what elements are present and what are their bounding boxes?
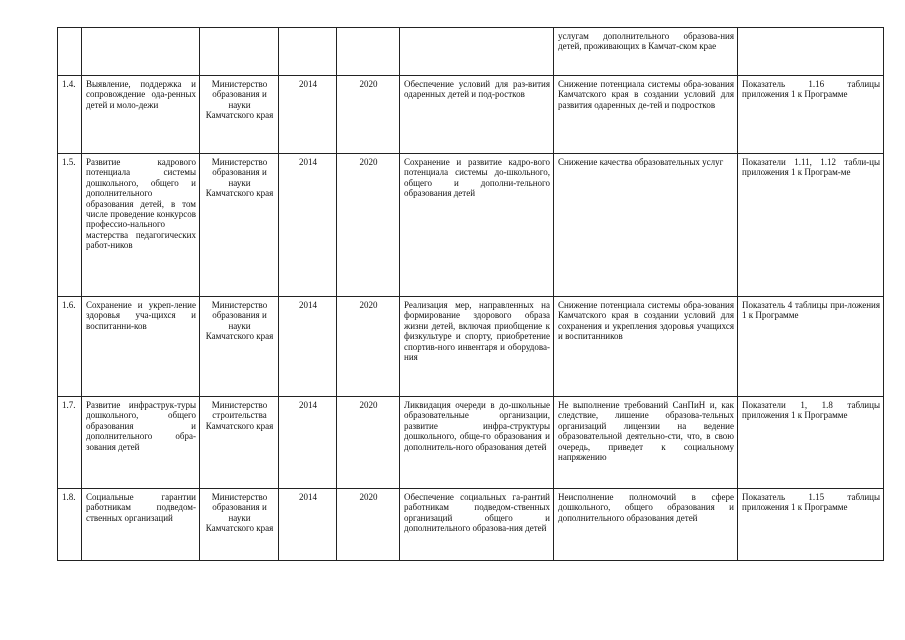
- measure-name: Выявление, поддержка и сопровождение ода-ренных детей и моло-дежи: [82, 76, 200, 154]
- start-year: 2014: [279, 297, 337, 397]
- program-measures-table: [57, 27, 884, 561]
- end-year: [337, 28, 400, 76]
- measure-name: Социальные гарантии работникам подведом-ственных организаций: [82, 489, 200, 561]
- consequences: Снижение потенциала системы обра-зования Камчатского края в создании условий для развития одаренных де-тей и подростков: [554, 76, 738, 154]
- row-number: [58, 28, 82, 76]
- row-number: 1.5.: [58, 154, 82, 297]
- consequences: услугам дополнительного образова-ния детей, проживающих в Камчат-ском крае: [554, 28, 738, 76]
- expected-result: Обеспечение социальных га-рантий работникам подведом-ственных организаций общего и дополнительного образова-ния детей: [400, 489, 554, 561]
- measure-name: [82, 28, 200, 76]
- start-year: 2014: [279, 397, 337, 489]
- end-year: 2020: [337, 297, 400, 397]
- indicator-link: Показатели 1.11, 1.12 табли-цы приложения 1 к Програм-ме: [738, 154, 884, 297]
- indicator-link: [738, 28, 884, 76]
- end-year: 2020: [337, 489, 400, 561]
- row-number: 1.7.: [58, 397, 82, 489]
- start-year: [279, 28, 337, 76]
- expected-result: Сохранение и развитие кадро-вого потенциала системы до-школьного, общего и дополни-тельного образования детей: [400, 154, 554, 297]
- consequences: Не выполнение требований СанПиН и, как следствие, лишение образова-тельных организаций лицензии на ведение образовательной деятельно-сти, что, в свою очередь, приведет к социальному напряжению: [554, 397, 738, 489]
- consequences: Снижение качества образовательных услуг: [554, 154, 738, 297]
- measure-name: Развитие кадрового потенциала системы дошкольного, общего и дополнительного образования детей, в том числе проведение конкурсов профессио-нального мастерства педагогических работ-ников: [82, 154, 200, 297]
- measure-name: Развитие инфраструк-туры дошкольного, общего образования и дополнительного обра-зования детей: [82, 397, 200, 489]
- indicator-link: Показатель 1.16 таблицы приложения 1 к Программе: [738, 76, 884, 154]
- consequences: Неисполнение полномочий в сфере дошкольного, общего образования и дополнительного образования детей: [554, 489, 738, 561]
- executor: Министерство образования и науки Камчатского края: [200, 297, 279, 397]
- expected-result: Реализация мер, направленных на формирование здорового образа жизни детей, включая приобщение к физкультуре и спорту, приобретение спортив-ного инвентаря и оборудова-ния: [400, 297, 554, 397]
- executor: Министерство образования и науки Камчатского края: [200, 76, 279, 154]
- row-number: 1.8.: [58, 489, 82, 561]
- table-row: [58, 297, 884, 397]
- indicator-link: Показатели 1, 1.8 таблицы приложения 1 к Программе: [738, 397, 884, 489]
- start-year: 2014: [279, 489, 337, 561]
- start-year: 2014: [279, 76, 337, 154]
- executor: Министерство образования и науки Камчатского края: [200, 154, 279, 297]
- measure-name: Сохранение и укреп-ление здоровья уча-щихся и воспитанни-ков: [82, 297, 200, 397]
- expected-result: [400, 28, 554, 76]
- indicator-link: Показатель 4 таблицы при-ложения 1 к Программе: [738, 297, 884, 397]
- start-year: 2014: [279, 154, 337, 297]
- row-number: 1.4.: [58, 76, 82, 154]
- table-row: [58, 76, 884, 154]
- expected-result: Обеспечение условий для раз-вития одаренных детей и под-ростков: [400, 76, 554, 154]
- executor: Министерство строительства Камчатского края: [200, 397, 279, 489]
- end-year: 2020: [337, 154, 400, 297]
- row-number: 1.6.: [58, 297, 82, 397]
- indicator-link: Показатель 1.15 таблицы приложения 1 к Программе: [738, 489, 884, 561]
- table-row: [58, 397, 884, 489]
- expected-result: Ликвидация очереди в до-школьные образовательные организации, развитие инфра-структуры дошкольного, обще-го образования и дополнитель-ного образования детей: [400, 397, 554, 489]
- consequences: Снижение потенциала системы обра-зования Камчатского края в создании условий для сохранения и укрепления здоровья учащихся и воспитанников: [554, 297, 738, 397]
- executor: Министерство образования и науки Камчатского края: [200, 489, 279, 561]
- end-year: 2020: [337, 397, 400, 489]
- table-row: [58, 28, 884, 76]
- executor: [200, 28, 279, 76]
- table-row: [58, 489, 884, 561]
- table-row: [58, 154, 884, 297]
- end-year: 2020: [337, 76, 400, 154]
